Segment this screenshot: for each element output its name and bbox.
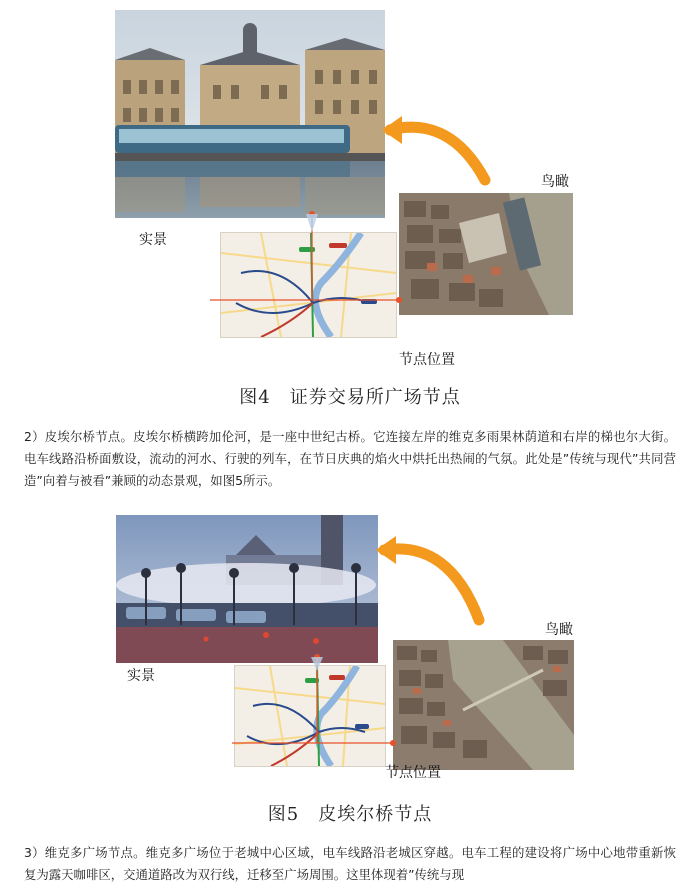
callout-lines-figure5 xyxy=(0,505,700,825)
body-paragraph: 3）维克多广场节点。维克多广场位于老城中心区域，电车线路沿老城区穿越。电车工程的建设将广场中心地带重新恢复为露天咖啡区，交通道路改为双行线，迁移至广场周围。这里体现着”传统与现 xyxy=(24,845,676,882)
label-node-location: 节点位置 xyxy=(385,765,441,781)
figure-5 xyxy=(0,505,700,825)
label-aerial-view: 鸟瞰 xyxy=(541,174,569,190)
figure-caption: 图4 证券交易所广场节点 xyxy=(239,387,461,408)
figure-caption: 图5 皮埃尔桥节点 xyxy=(267,804,433,825)
body-paragraph: 2）皮埃尔桥节点。皮埃尔桥横跨加伦河，是一座中世纪古桥。它连接左岸的维克多雨果林荫道和右岸的梯也尔大街。电车线路沿桥面敷设，流动的河水、行驶的列车，在节日庆典的焰火中烘托出热闹的气氛。此处是”传统与现代”共同营造”向着与被看”兼顾的动态景观，如图5所示。 xyxy=(24,429,676,488)
label-node-location: 节点位置 xyxy=(399,352,455,368)
label-real-view: 实景 xyxy=(127,668,155,684)
label-real-view: 实景 xyxy=(139,232,167,248)
callout-lines-figure4 xyxy=(0,0,700,415)
figure-4 xyxy=(0,0,700,415)
label-aerial-view: 鸟瞰 xyxy=(545,622,573,638)
